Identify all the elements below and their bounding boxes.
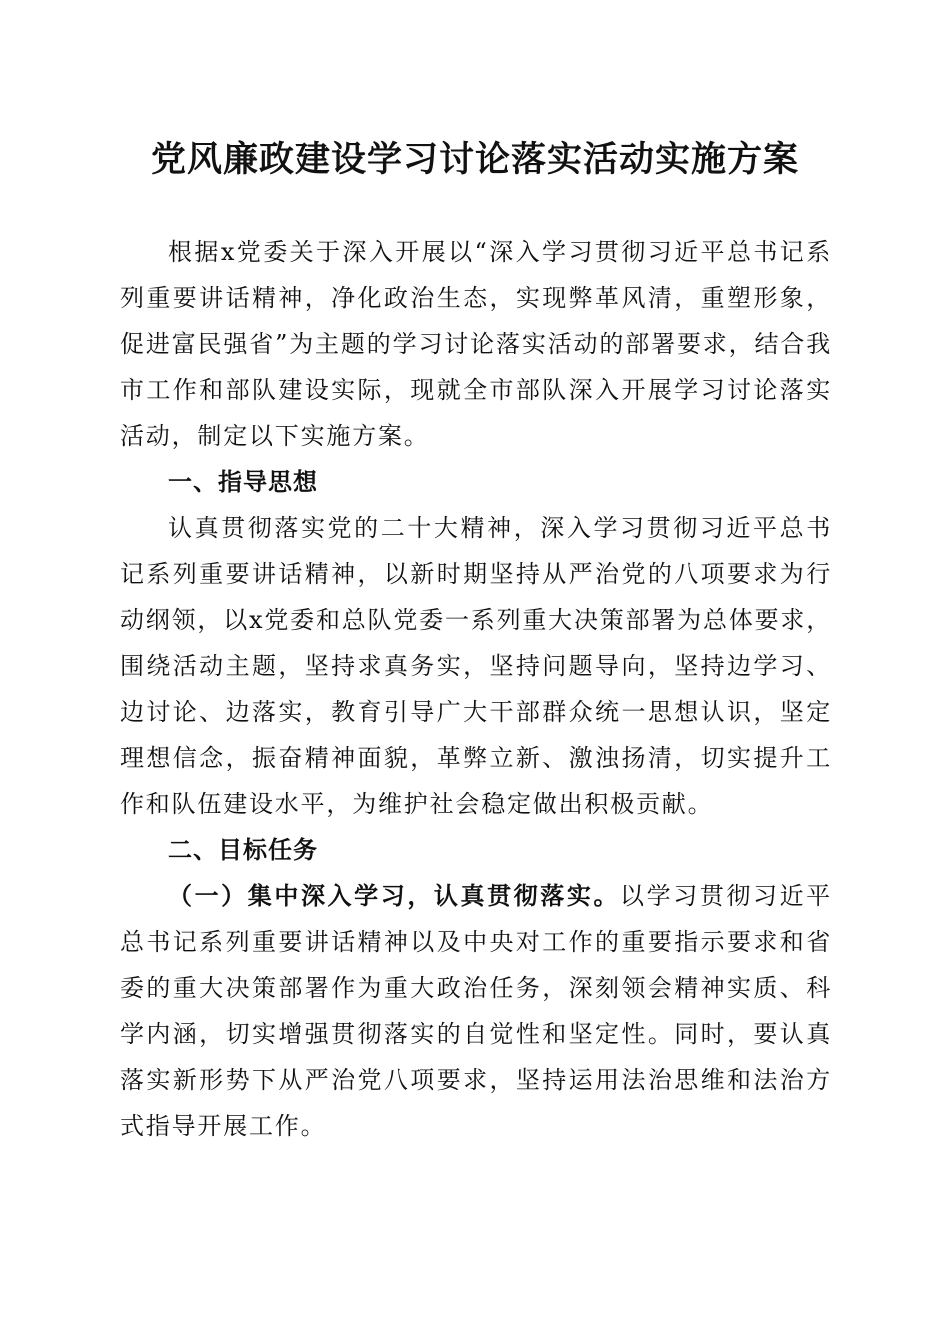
section-heading-guiding-ideology: 一、指导思想 — [168, 468, 318, 496]
intro-paragraph: 根据x党委关于深入开展以“深入学习贯彻习近平总书记系列重要讲话精神，净化政治生态，实现弊革风清，重塑形象，促进富民强省”为主题的学习讨论落实活动的部署要求，结合我市工作和部队建设实际，现就全市部队深入开展学习讨论落实活动，制定以下实施方案。 — [120, 238, 832, 450]
document-body — [120, 229, 832, 1149]
section-paragraph-guiding-ideology: 认真贯彻落实党的二十大精神，深入学习贯彻习近平总书记系列重要讲话精神，以新时期坚持从严治党的八项要求为行动纲领，以x党委和总队党委一系列重大决策部署为总体要求，围绕活动主题，坚持求真务实，坚持问题导向，坚持边学习、边讨论、边落实，教育引导广大干部群众统一思想认识，坚定理想信念，振奋精神面貌，革弊立新、激浊扬清，切实提升工作和队伍建设水平，为维护社会稳定做出积极贡献。 — [120, 514, 832, 818]
section-heading-goals-tasks: 二、目标任务 — [168, 836, 318, 864]
section-paragraph-item-1 — [120, 873, 832, 1149]
document-title: 党风廉政建设学习讨论落实活动实施方案 — [150, 139, 799, 180]
item-1-body: 以学习贯彻习近平总书记系列重要讲话精神以及中央对工作的重要指示要求和省委的重大决策部署作为重大政治任务，深刻领会精神实质、科学内涵，切实增强贯彻落实的自觉性和坚定性。同时，要认真落实新形势下从严治党八项要求，坚持运用法治思维和法治方式指导开展工作。 — [120, 882, 832, 1140]
item-1-lead: （一）集中深入学习，认真贯彻落实。 — [168, 881, 621, 910]
